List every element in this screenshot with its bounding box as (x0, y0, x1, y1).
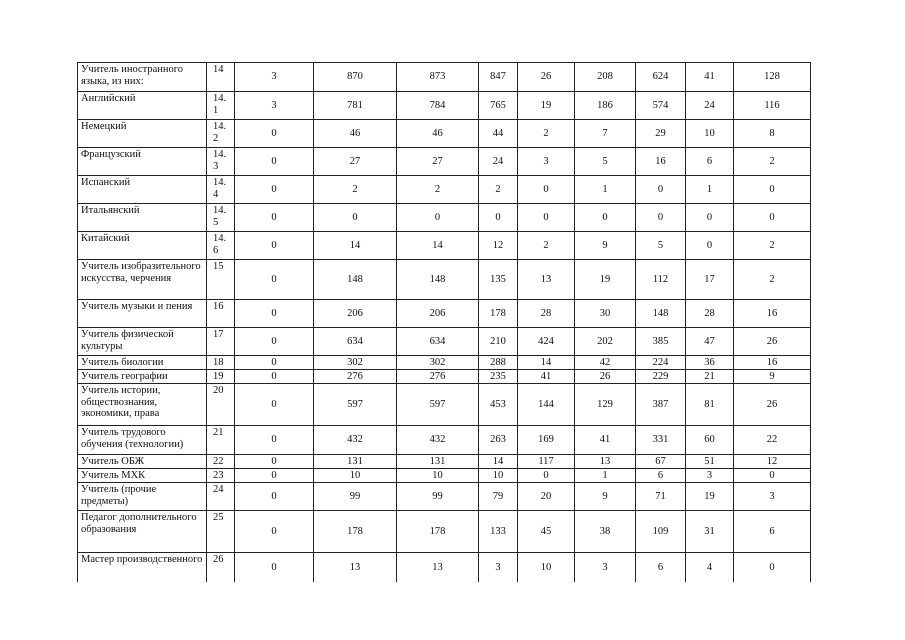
value-cell: 0 (686, 204, 734, 232)
value-cell: 128 (734, 63, 811, 92)
row-number-cell: 24 (207, 483, 235, 511)
value-cell: 0 (235, 370, 314, 384)
value-cell: 0 (479, 204, 518, 232)
value-cell: 12 (734, 455, 811, 469)
row-name-cell: Немецкий (78, 120, 207, 148)
value-cell: 2 (518, 120, 575, 148)
value-cell: 186 (575, 92, 636, 120)
value-cell: 765 (479, 92, 518, 120)
value-cell: 131 (314, 455, 397, 469)
value-cell: 0 (636, 176, 686, 204)
row-number-cell: 14 (207, 63, 235, 92)
value-cell: 2 (479, 176, 518, 204)
value-cell: 99 (314, 483, 397, 511)
value-cell: 22 (734, 426, 811, 455)
value-cell: 13 (397, 553, 479, 582)
value-cell: 16 (734, 300, 811, 328)
value-cell: 0 (235, 426, 314, 455)
value-cell: 13 (314, 553, 397, 582)
table-row (78, 356, 811, 370)
row-name-cell: Учитель изобразительного искусства, черчения (78, 260, 207, 300)
row-name-cell: Испанский (78, 176, 207, 204)
value-cell: 3 (479, 553, 518, 582)
value-cell: 387 (636, 384, 686, 426)
value-cell: 17 (686, 260, 734, 300)
staff-table (77, 62, 811, 582)
value-cell: 38 (575, 511, 636, 553)
value-cell: 0 (235, 356, 314, 370)
row-name-cell: Учитель трудового обучения (технологии) (78, 426, 207, 455)
value-cell: 0 (734, 553, 811, 582)
value-cell: 46 (314, 120, 397, 148)
value-cell: 784 (397, 92, 479, 120)
value-cell: 14 (397, 232, 479, 260)
value-cell: 178 (479, 300, 518, 328)
value-cell: 5 (636, 232, 686, 260)
value-cell: 16 (734, 356, 811, 370)
value-cell: 276 (314, 370, 397, 384)
value-cell: 206 (314, 300, 397, 328)
value-cell: 14 (518, 356, 575, 370)
value-cell: 0 (235, 204, 314, 232)
table-row (78, 148, 811, 176)
value-cell: 27 (314, 148, 397, 176)
value-cell: 112 (636, 260, 686, 300)
table-row (78, 553, 811, 582)
value-cell: 634 (397, 328, 479, 356)
row-name-cell: Учитель физической культуры (78, 328, 207, 356)
value-cell: 224 (636, 356, 686, 370)
table-row (78, 328, 811, 356)
value-cell: 0 (686, 232, 734, 260)
row-number-cell: 25 (207, 511, 235, 553)
value-cell: 99 (397, 483, 479, 511)
table-row (78, 370, 811, 384)
row-name-cell: Учитель МХК (78, 469, 207, 483)
value-cell: 0 (235, 328, 314, 356)
value-cell: 424 (518, 328, 575, 356)
value-cell: 2 (314, 176, 397, 204)
value-cell: 2 (397, 176, 479, 204)
value-cell: 24 (686, 92, 734, 120)
value-cell: 0 (518, 469, 575, 483)
value-cell: 26 (734, 384, 811, 426)
value-cell: 148 (314, 260, 397, 300)
value-cell: 385 (636, 328, 686, 356)
value-cell: 26 (518, 63, 575, 92)
value-cell: 41 (518, 370, 575, 384)
value-cell: 14 (314, 232, 397, 260)
value-cell: 8 (734, 120, 811, 148)
value-cell: 3 (686, 469, 734, 483)
value-cell: 169 (518, 426, 575, 455)
value-cell: 41 (686, 63, 734, 92)
row-name-cell: Учитель иностранного языка, из них: (78, 63, 207, 92)
value-cell: 229 (636, 370, 686, 384)
value-cell: 117 (518, 455, 575, 469)
value-cell: 178 (397, 511, 479, 553)
row-number-cell: 14. 3 (207, 148, 235, 176)
value-cell: 0 (235, 260, 314, 300)
value-cell: 210 (479, 328, 518, 356)
value-cell: 178 (314, 511, 397, 553)
value-cell: 432 (314, 426, 397, 455)
row-name-cell: Учитель (прочие предметы) (78, 483, 207, 511)
value-cell: 30 (575, 300, 636, 328)
value-cell: 235 (479, 370, 518, 384)
row-name-cell: Учитель музыки и пения (78, 300, 207, 328)
row-number-cell: 22 (207, 455, 235, 469)
value-cell: 597 (397, 384, 479, 426)
row-name-cell: Учитель географии (78, 370, 207, 384)
value-cell: 131 (397, 455, 479, 469)
value-cell: 0 (397, 204, 479, 232)
table-row (78, 384, 811, 426)
value-cell: 0 (235, 469, 314, 483)
row-number-cell: 23 (207, 469, 235, 483)
value-cell: 0 (235, 483, 314, 511)
value-cell: 574 (636, 92, 686, 120)
value-cell: 3 (575, 553, 636, 582)
row-name-cell: Мастер производственного (78, 553, 207, 582)
row-number-cell: 20 (207, 384, 235, 426)
value-cell: 42 (575, 356, 636, 370)
row-name-cell: Учитель биологии (78, 356, 207, 370)
value-cell: 0 (734, 176, 811, 204)
value-cell: 206 (397, 300, 479, 328)
table-row (78, 300, 811, 328)
value-cell: 263 (479, 426, 518, 455)
value-cell: 1 (575, 469, 636, 483)
value-cell: 13 (575, 455, 636, 469)
table-row (78, 511, 811, 553)
value-cell: 0 (518, 176, 575, 204)
value-cell: 10 (479, 469, 518, 483)
value-cell: 60 (686, 426, 734, 455)
value-cell: 0 (636, 204, 686, 232)
value-cell: 0 (575, 204, 636, 232)
row-name-cell: Педагог дополнительного образования (78, 511, 207, 553)
value-cell: 135 (479, 260, 518, 300)
value-cell: 9 (575, 483, 636, 511)
value-cell: 0 (235, 300, 314, 328)
value-cell: 46 (397, 120, 479, 148)
value-cell: 302 (397, 356, 479, 370)
row-number-cell: 15 (207, 260, 235, 300)
table-row (78, 176, 811, 204)
value-cell: 3 (734, 483, 811, 511)
value-cell: 4 (686, 553, 734, 582)
value-cell: 2 (518, 232, 575, 260)
value-cell: 3 (235, 63, 314, 92)
value-cell: 6 (686, 148, 734, 176)
value-cell: 870 (314, 63, 397, 92)
value-cell: 3 (518, 148, 575, 176)
row-number-cell: 14. 4 (207, 176, 235, 204)
value-cell: 20 (518, 483, 575, 511)
value-cell: 19 (686, 483, 734, 511)
value-cell: 9 (734, 370, 811, 384)
value-cell: 133 (479, 511, 518, 553)
value-cell: 14 (479, 455, 518, 469)
value-cell: 6 (734, 511, 811, 553)
row-name-cell: Учитель истории, обществознания, экономики, права (78, 384, 207, 426)
row-name-cell: Английский (78, 92, 207, 120)
value-cell: 27 (397, 148, 479, 176)
value-cell: 0 (235, 176, 314, 204)
value-cell: 26 (575, 370, 636, 384)
value-cell: 13 (518, 260, 575, 300)
value-cell: 109 (636, 511, 686, 553)
value-cell: 597 (314, 384, 397, 426)
row-number-cell: 14. 5 (207, 204, 235, 232)
value-cell: 116 (734, 92, 811, 120)
value-cell: 67 (636, 455, 686, 469)
row-name-cell: Французский (78, 148, 207, 176)
value-cell: 634 (314, 328, 397, 356)
value-cell: 7 (575, 120, 636, 148)
value-cell: 0 (518, 204, 575, 232)
value-cell: 10 (518, 553, 575, 582)
value-cell: 24 (479, 148, 518, 176)
table-row (78, 204, 811, 232)
value-cell: 0 (314, 204, 397, 232)
value-cell: 624 (636, 63, 686, 92)
row-number-cell: 14. 1 (207, 92, 235, 120)
value-cell: 10 (686, 120, 734, 148)
value-cell: 148 (397, 260, 479, 300)
value-cell: 1 (575, 176, 636, 204)
value-cell: 0 (235, 120, 314, 148)
value-cell: 2 (734, 260, 811, 300)
value-cell: 19 (518, 92, 575, 120)
value-cell: 2 (734, 232, 811, 260)
value-cell: 432 (397, 426, 479, 455)
value-cell: 19 (575, 260, 636, 300)
value-cell: 6 (636, 469, 686, 483)
value-cell: 21 (686, 370, 734, 384)
value-cell: 0 (734, 469, 811, 483)
value-cell: 0 (734, 204, 811, 232)
row-number-cell: 14. 6 (207, 232, 235, 260)
value-cell: 0 (235, 553, 314, 582)
table-row (78, 469, 811, 483)
value-cell: 12 (479, 232, 518, 260)
table-row (78, 63, 811, 92)
table-body (78, 63, 811, 582)
value-cell: 302 (314, 356, 397, 370)
value-cell: 873 (397, 63, 479, 92)
value-cell: 0 (235, 232, 314, 260)
value-cell: 208 (575, 63, 636, 92)
value-cell: 71 (636, 483, 686, 511)
row-number-cell: 17 (207, 328, 235, 356)
value-cell: 45 (518, 511, 575, 553)
row-number-cell: 21 (207, 426, 235, 455)
value-cell: 31 (686, 511, 734, 553)
value-cell: 9 (575, 232, 636, 260)
value-cell: 26 (734, 328, 811, 356)
table-row (78, 232, 811, 260)
value-cell: 331 (636, 426, 686, 455)
row-name-cell: Учитель ОБЖ (78, 455, 207, 469)
value-cell: 148 (636, 300, 686, 328)
value-cell: 847 (479, 63, 518, 92)
value-cell: 10 (397, 469, 479, 483)
value-cell: 51 (686, 455, 734, 469)
table-row (78, 483, 811, 511)
value-cell: 16 (636, 148, 686, 176)
table-row (78, 260, 811, 300)
value-cell: 5 (575, 148, 636, 176)
value-cell: 453 (479, 384, 518, 426)
row-number-cell: 14. 2 (207, 120, 235, 148)
value-cell: 3 (235, 92, 314, 120)
value-cell: 41 (575, 426, 636, 455)
value-cell: 44 (479, 120, 518, 148)
value-cell: 29 (636, 120, 686, 148)
value-cell: 2 (734, 148, 811, 176)
table-row (78, 455, 811, 469)
value-cell: 6 (636, 553, 686, 582)
value-cell: 0 (235, 455, 314, 469)
value-cell: 288 (479, 356, 518, 370)
value-cell: 79 (479, 483, 518, 511)
row-number-cell: 16 (207, 300, 235, 328)
value-cell: 202 (575, 328, 636, 356)
row-number-cell: 18 (207, 356, 235, 370)
table-row (78, 92, 811, 120)
value-cell: 36 (686, 356, 734, 370)
value-cell: 144 (518, 384, 575, 426)
row-number-cell: 26 (207, 553, 235, 582)
row-name-cell: Китайский (78, 232, 207, 260)
row-name-cell: Итальянский (78, 204, 207, 232)
value-cell: 0 (235, 511, 314, 553)
value-cell: 81 (686, 384, 734, 426)
table-row (78, 120, 811, 148)
value-cell: 781 (314, 92, 397, 120)
value-cell: 129 (575, 384, 636, 426)
value-cell: 28 (518, 300, 575, 328)
table-row (78, 426, 811, 455)
value-cell: 0 (235, 384, 314, 426)
value-cell: 276 (397, 370, 479, 384)
value-cell: 1 (686, 176, 734, 204)
value-cell: 10 (314, 469, 397, 483)
value-cell: 28 (686, 300, 734, 328)
row-number-cell: 19 (207, 370, 235, 384)
value-cell: 0 (235, 148, 314, 176)
value-cell: 47 (686, 328, 734, 356)
